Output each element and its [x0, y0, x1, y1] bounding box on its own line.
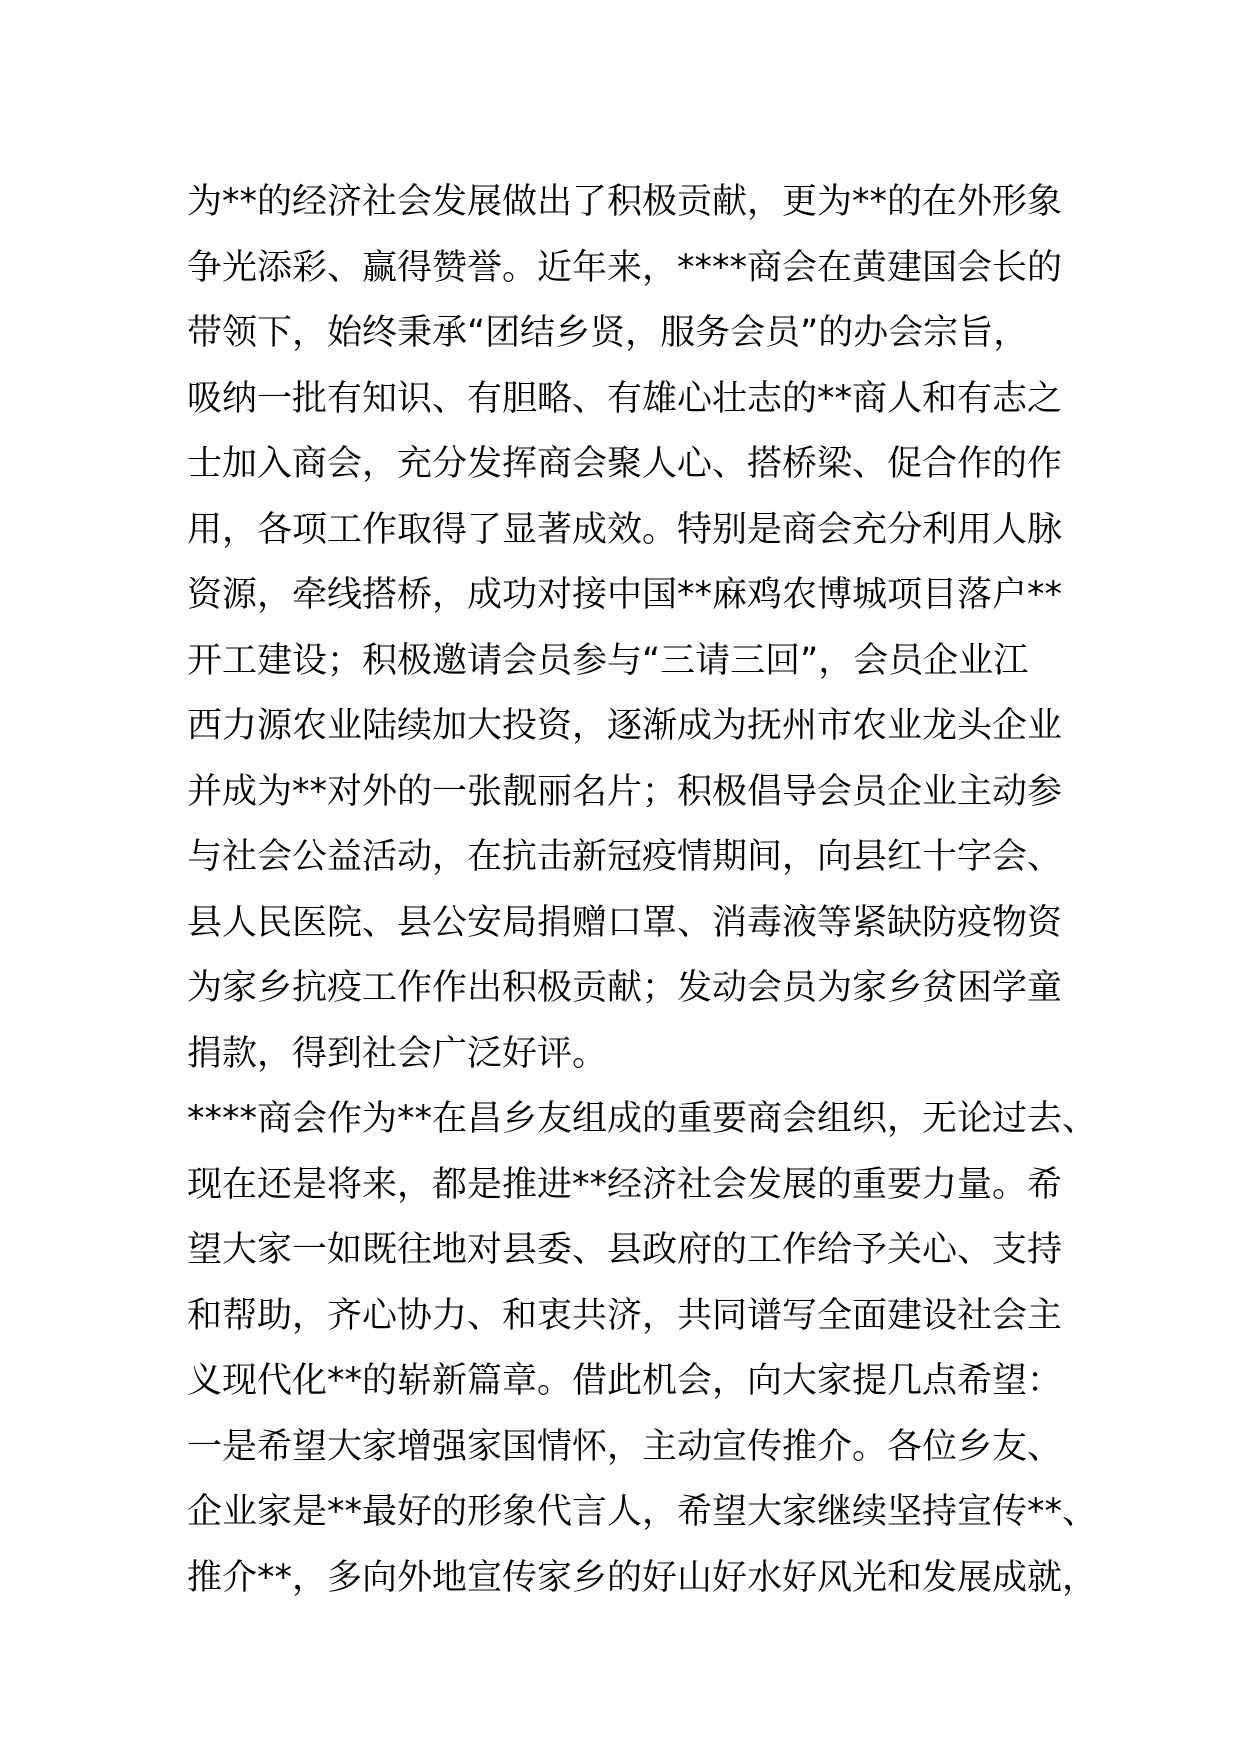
- text-line: 带领下，始终秉承“团结乡贤，服务会员”的办会宗旨，: [187, 313, 1029, 353]
- text-line: 资源，牵线搭桥，成功对接中国**麻鸡农博城项目落户**: [187, 575, 1063, 615]
- text-line: 义现代化**的崭新篇章。借此机会，向大家提几点希望：: [187, 1361, 1063, 1401]
- text-line: 县人民医院、县公安局捐赠口罩、消毒液等紧缺防疫物资: [187, 902, 1063, 943]
- text-line: 与社会公益活动，在抗击新冠疫情期间，向县红十字会、: [187, 837, 1063, 877]
- text-line: 和帮助，齐心协力、和衷共济，共同谱写全面建设社会主: [187, 1295, 1063, 1336]
- text-line: 为**的经济社会发展做出了积极贡献，更为**的在外形象: [187, 182, 1063, 222]
- text-line: 士加入商会，充分发挥商会聚人心、搭桥梁、促合作的作: [187, 444, 1063, 484]
- text-line: 开工建设；积极邀请会员参与“三请三回”，会员企业江: [187, 640, 1029, 681]
- text-line: 并成为**对外的一张靓丽名片；积极倡导会员企业主动参: [187, 771, 1063, 812]
- text-line: ****商会作为**在昌乡友组成的重要商会组织，无论过去、: [187, 1099, 1098, 1139]
- text-line: 西力源农业陆续加大投资，逐渐成为抚州市农业龙头企业: [187, 706, 1063, 746]
- body-text: [187, 170, 1098, 1611]
- text-line: 为家乡抗疫工作作出积极贡献；发动会员为家乡贫困学童: [187, 968, 1063, 1008]
- text-line: 望大家一如既往地对县委、县政府的工作给予关心、支持: [187, 1230, 1063, 1270]
- text-line: 现在还是将来，都是推进**经济社会发展的重要力量。希: [187, 1164, 1063, 1205]
- text-line: 用，各项工作取得了显著成效。特别是商会充分利用人脉: [187, 509, 1063, 550]
- text-line: 推介**，多向外地宣传家乡的好山好水好风光和发展成就，: [187, 1557, 1098, 1598]
- text-line: 吸纳一批有知识、有胆略、有雄心壮志的**商人和有志之: [187, 378, 1063, 419]
- text-line: 捐款，得到社会广泛好评。: [187, 1033, 608, 1074]
- text-line: 一是希望大家增强家国情怀，主动宣传推介。各位乡友、: [187, 1426, 1063, 1467]
- text-line: 争光添彩、赢得赞誉。近年来，****商会在黄建国会长的: [187, 247, 1063, 288]
- text-line: 企业家是**最好的形象代言人，希望大家继续坚持宣传**、: [187, 1492, 1098, 1532]
